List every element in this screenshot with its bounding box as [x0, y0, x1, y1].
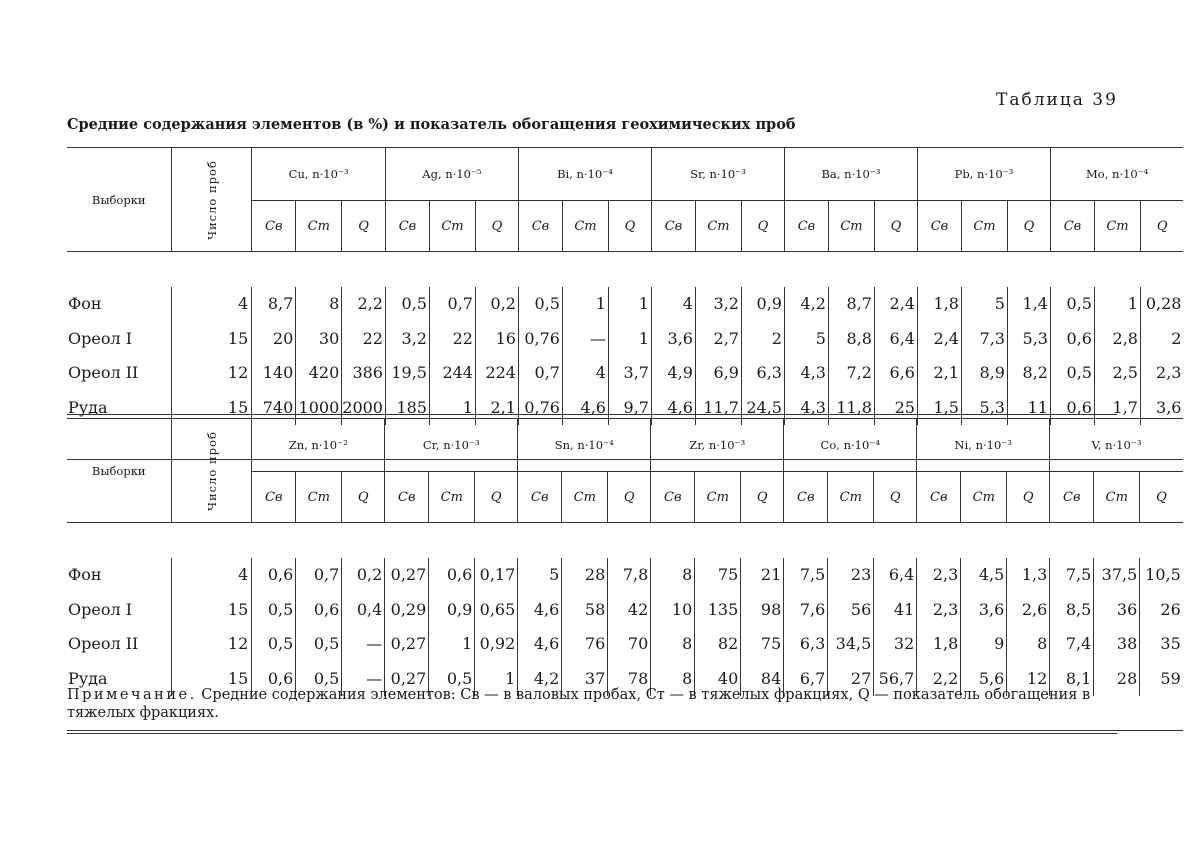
sub-header: Cт [296, 201, 342, 252]
table-cell: 4,3 [784, 356, 828, 391]
table-cell: 82 [695, 627, 741, 662]
table-cell: 8,8 [828, 321, 874, 356]
table-cell: 7,2 [828, 356, 874, 391]
table-cell: 0,7 [296, 558, 342, 593]
table-cell: 2,3 [1140, 356, 1183, 391]
table-cell: 0,7 [518, 356, 562, 391]
sub-header: Q [1140, 201, 1183, 252]
table-cell: 9 [961, 627, 1007, 662]
table-cell: 24,5 [741, 390, 784, 425]
table-cell: 42 [608, 592, 651, 627]
table-cell: 1,8 [917, 627, 961, 662]
table-cell: 0,2 [342, 558, 385, 593]
table-cell: 30 [296, 321, 342, 356]
row-count: 4 [171, 287, 252, 322]
table-cell: 5 [961, 287, 1007, 322]
table-cell: 40 [695, 661, 741, 696]
table-note [67, 686, 1127, 722]
table-cell: 4,3 [784, 390, 828, 425]
samples-header: Выборки [67, 419, 171, 523]
table-cell: 8,1 [1050, 661, 1094, 696]
table-cell: 7,8 [608, 558, 651, 593]
count-header-label: Число проб [204, 430, 219, 511]
sub-header: Q [741, 472, 784, 523]
table-cell: 2,1 [917, 356, 961, 391]
table-cell: 6,6 [874, 356, 917, 391]
table-cell: 37,5 [1094, 558, 1140, 593]
table-cell: 224 [475, 356, 518, 391]
table-row [67, 627, 1183, 662]
table-cell: 6,9 [695, 356, 741, 391]
sub-header: Cв [385, 472, 429, 523]
table-cell: 7,3 [961, 321, 1007, 356]
sub-header: Cт [562, 201, 608, 252]
table-cell: 2,6 [1007, 592, 1050, 627]
table-cell: 4,6 [518, 627, 562, 662]
sub-header: Cт [828, 201, 874, 252]
table-cell: 135 [695, 592, 741, 627]
table-cell: 4,6 [518, 592, 562, 627]
table-cell: 4,2 [518, 661, 562, 696]
table-cell: 6,7 [784, 661, 828, 696]
table-cell: 6,4 [874, 321, 917, 356]
sub-header: Cт [961, 201, 1007, 252]
table-cell: 4,2 [784, 287, 828, 322]
sub-header: Cт [695, 472, 741, 523]
table-cell: 22 [342, 321, 386, 356]
table-2 [67, 418, 1183, 731]
table-cell: 8,7 [267, 294, 294, 314]
table-caption: Средние содержания элементов (в %) и показатель обогащения геохимических проб [67, 116, 796, 133]
sub-header: Q [342, 472, 385, 523]
table-cell: 2,1 [475, 390, 518, 425]
sub-header: Q [1140, 472, 1183, 523]
element-group-header: Pb, n·10⁻³ [917, 148, 1050, 201]
table-cell: 9,7 [608, 390, 651, 425]
table-cell: 10 [651, 592, 695, 627]
table-cell: 7,4 [1050, 627, 1094, 662]
table-cell: 1 [608, 287, 651, 322]
sub-header: Cт [429, 201, 475, 252]
table-cell: 20 [272, 328, 294, 348]
table-cell: 4,6 [651, 390, 695, 425]
table-cell: 98 [741, 592, 784, 627]
table-cell: 1,7 [1094, 390, 1140, 425]
table-cell: 28 [1094, 661, 1140, 696]
element-group-header: Mo, n·10⁻⁴ [1050, 148, 1183, 201]
element-group-header: Sr, n·10⁻³ [651, 148, 784, 201]
row-name: Руда [68, 668, 108, 688]
table-cell: 22 [429, 321, 475, 356]
table-cell: 3,7 [608, 356, 651, 391]
table-cell: 0,5 [296, 627, 342, 662]
sub-header: Cв [252, 472, 296, 523]
table-cell: 75 [695, 558, 741, 593]
table-cell: 7,5 [784, 558, 828, 593]
element-group-header: Ba, n·10⁻³ [784, 148, 917, 201]
table-cell: 4 [562, 356, 608, 391]
table-cell: 1 [1094, 287, 1140, 322]
table-cell: 8,5 [1050, 592, 1094, 627]
table-row [67, 287, 1183, 322]
sub-header: Cв [252, 201, 296, 252]
table-cell: 5 [518, 558, 562, 593]
bottom-rule [67, 733, 1117, 734]
row-name: Ореол II [68, 634, 139, 654]
table-cell: 1 [429, 627, 475, 662]
table-cell: 4,9 [651, 356, 695, 391]
row-name: Ореол II [68, 363, 139, 383]
element-group-header: Sn, n·10⁻⁴ [518, 419, 651, 472]
table-cell: 2,4 [874, 287, 917, 322]
table-cell: 8 [651, 627, 695, 662]
table-cell: 0,92 [475, 627, 518, 662]
element-group-header: Co, n·10⁻⁴ [784, 419, 917, 472]
sub-header: Q [608, 472, 651, 523]
table-cell: — [342, 661, 385, 696]
table-cell: 0,29 [385, 592, 429, 627]
table-cell: 28 [562, 558, 608, 593]
row-count: 12 [171, 627, 252, 662]
table-cell: 5 [784, 321, 828, 356]
count-header [171, 148, 252, 252]
table-cell: 75 [741, 627, 784, 662]
table-cell: 2 [1140, 321, 1183, 356]
row-count: 4 [171, 558, 252, 593]
sub-header: Cт [695, 201, 741, 252]
table-cell: 8,2 [1007, 356, 1050, 391]
sub-header: Q [475, 201, 518, 252]
row-count: 12 [171, 356, 252, 391]
table-cell: 0,6 [1050, 390, 1094, 425]
table-cell: 3,6 [651, 321, 695, 356]
table-cell: 11,7 [695, 390, 741, 425]
table-row [67, 321, 1183, 356]
table-cell: 0,76 [518, 390, 562, 425]
table-cell: 2,3 [917, 592, 961, 627]
note-text: Средние содержания элементов: Cв — в валовых пробах, Cт — в тяжелых фракциях, Q — показатель обогащения в тяжелых фракциях. [67, 687, 1091, 721]
table-cell: 244 [429, 356, 475, 391]
table-cell: 21 [741, 558, 784, 593]
sub-header: Q [1007, 201, 1050, 252]
table-cell: 11 [1007, 390, 1050, 425]
table-cell: 58 [562, 592, 608, 627]
table-cell: 0,76 [518, 321, 562, 356]
table-cell: 1,3 [1007, 558, 1050, 593]
table-cell: 78 [608, 661, 651, 696]
sub-header: Cт [429, 472, 475, 523]
samples-header: Выборки [67, 148, 171, 252]
table-cell: 35 [1140, 627, 1183, 662]
element-group-header: Zr, n·10⁻³ [651, 419, 784, 472]
table-cell: 11,8 [828, 390, 874, 425]
sub-header: Q [874, 201, 917, 252]
sub-header: Cт [1094, 472, 1140, 523]
table-cell: 2,8 [1094, 321, 1140, 356]
row-count: 15 [171, 661, 252, 696]
table-cell: 0,9 [429, 592, 475, 627]
table-row [67, 558, 1183, 593]
table-cell: 0,6 [429, 558, 475, 593]
element-group-header: Ag, n·10⁻⁵ [385, 148, 518, 201]
count-header [171, 419, 252, 523]
table-cell: 8,7 [828, 287, 874, 322]
table-cell: 0,5 [429, 661, 475, 696]
row-count: 15 [171, 390, 252, 425]
table-cell: 140 [262, 363, 294, 383]
table-cell: 0,5 [1050, 287, 1094, 322]
table-cell: 420 [296, 356, 342, 391]
row-count: 15 [171, 321, 252, 356]
sub-header: Cв [651, 472, 695, 523]
sub-header: Cв [784, 472, 828, 523]
table-cell: 12 [1007, 661, 1050, 696]
table-cell: 0,4 [342, 592, 385, 627]
sub-header: Cв [917, 472, 961, 523]
table-cell: 7,6 [784, 592, 828, 627]
table-cell: 23 [828, 558, 874, 593]
table-cell: 3,6 [961, 592, 1007, 627]
table-cell: 0,28 [1140, 287, 1183, 322]
table-cell: 1 [562, 287, 608, 322]
table-cell: 0,7 [429, 287, 475, 322]
sub-header: Cв [518, 472, 562, 523]
table-cell: 0,6 [267, 565, 294, 585]
row-name: Руда [68, 397, 108, 417]
sub-header: Cв [385, 201, 429, 252]
table-cell: 0,27 [385, 661, 429, 696]
table-cell: 70 [608, 627, 651, 662]
table-cell: 740 [262, 397, 294, 417]
table-divider [67, 414, 1117, 415]
table-cell: 8,9 [961, 356, 1007, 391]
table-cell: 8 [651, 661, 695, 696]
sub-header: Q [874, 472, 917, 523]
row-name: Ореол I [68, 328, 133, 348]
sub-header: Cт [828, 472, 874, 523]
table-cell: 4,6 [562, 390, 608, 425]
table-cell: 386 [342, 356, 386, 391]
table-cell: 8 [296, 287, 342, 322]
table-cell: 1,8 [917, 287, 961, 322]
table-cell: 1,5 [917, 390, 961, 425]
table-cell: 3,2 [695, 287, 741, 322]
sub-header: Cв [917, 201, 961, 252]
table-cell: 185 [385, 390, 429, 425]
table-cell: 2 [741, 321, 784, 356]
note-lead: Примечание. [67, 687, 197, 703]
table-cell: 0,5 [518, 287, 562, 322]
element-group-header: Zn, n·10⁻² [252, 419, 385, 472]
row-name: Ореол I [68, 599, 133, 619]
table-cell: 0,17 [475, 558, 518, 593]
table-cell: 1,4 [1007, 287, 1050, 322]
table-cell: 6,3 [741, 356, 784, 391]
table-cell: 4 [651, 287, 695, 322]
sub-header: Cв [651, 201, 695, 252]
table-cell: 41 [874, 592, 917, 627]
table-cell: 2,2 [342, 287, 386, 322]
table-cell: — [342, 627, 385, 662]
table-cell: 56 [828, 592, 874, 627]
table-cell: 2000 [342, 390, 386, 425]
table-cell: 1 [429, 390, 475, 425]
table-cell: 0,6 [267, 668, 294, 688]
table-cell: 25 [874, 390, 917, 425]
table-cell: 2,4 [917, 321, 961, 356]
table-cell: 8 [1007, 627, 1050, 662]
table-cell: 8 [651, 558, 695, 593]
element-group-header: Bi, n·10⁻⁴ [518, 148, 651, 201]
table-number-label: Таблица 39 [996, 90, 1118, 110]
sub-header: Cт [961, 472, 1007, 523]
table-cell: 3,2 [385, 321, 429, 356]
table-cell: 26 [1140, 592, 1183, 627]
table-cell: 0,65 [475, 592, 518, 627]
table-cell: 36 [1094, 592, 1140, 627]
table-cell: — [562, 321, 608, 356]
row-name: Фон [68, 294, 102, 314]
table-cell: 10,5 [1140, 558, 1183, 593]
sub-header: Cв [1050, 201, 1094, 252]
table-cell: 0,2 [475, 287, 518, 322]
table-cell: 16 [475, 321, 518, 356]
sub-header: Cт [296, 472, 342, 523]
table-cell: 5,3 [961, 390, 1007, 425]
table-cell: 0,5 [267, 599, 294, 619]
element-group-header: Cr, n·10⁻³ [385, 419, 518, 472]
table-cell: 84 [741, 661, 784, 696]
table-cell: 76 [562, 627, 608, 662]
sub-header: Cт [1094, 201, 1140, 252]
table-cell: 0,5 [267, 634, 294, 654]
table-cell: 0,5 [296, 661, 342, 696]
table-cell: 32 [874, 627, 917, 662]
table-cell: 7,5 [1050, 558, 1094, 593]
table-cell: 6,3 [784, 627, 828, 662]
count-header-label: Число проб [204, 159, 219, 240]
table-cell: 6,4 [874, 558, 917, 593]
table-cell: 0,5 [385, 287, 429, 322]
table-cell: 5,3 [1007, 321, 1050, 356]
table-row [67, 356, 1183, 391]
row-name: Фон [68, 565, 102, 585]
table-cell: 1 [608, 321, 651, 356]
table-cell: 2,3 [917, 558, 961, 593]
table-cell: 0,5 [1050, 356, 1094, 391]
table-cell: 5,6 [961, 661, 1007, 696]
sub-header: Q [608, 201, 651, 252]
table-cell: 1 [475, 661, 518, 696]
sub-header: Cт [562, 472, 608, 523]
sub-header: Q [342, 201, 386, 252]
table-cell: 3,6 [1140, 390, 1183, 425]
element-group-header: Cu, n·10⁻³ [252, 148, 386, 201]
table-cell: 0,27 [385, 558, 429, 593]
table-cell: 2,7 [695, 321, 741, 356]
table-cell: 0,27 [385, 627, 429, 662]
table-cell: 56,7 [874, 661, 917, 696]
table-cell: 2,5 [1094, 356, 1140, 391]
element-group-header: V, n·10⁻³ [1050, 419, 1183, 472]
table-cell: 2,2 [917, 661, 961, 696]
table-cell: 37 [562, 661, 608, 696]
sub-header: Q [741, 201, 784, 252]
table-cell: 19,5 [385, 356, 429, 391]
table-cell: 34,5 [828, 627, 874, 662]
table-cell: 38 [1094, 627, 1140, 662]
sub-header: Q [1007, 472, 1050, 523]
table-cell: 59 [1140, 661, 1183, 696]
table-cell: 0,9 [741, 287, 784, 322]
element-group-header: Ni, n·10⁻³ [917, 419, 1050, 472]
sub-header: Q [475, 472, 518, 523]
sub-header: Cв [784, 201, 828, 252]
table-cell: 1000 [296, 390, 342, 425]
table-cell: 4,5 [961, 558, 1007, 593]
table-cell: 0,6 [296, 592, 342, 627]
table-row [67, 592, 1183, 627]
table-cell: 27 [828, 661, 874, 696]
sub-header: Cв [1050, 472, 1094, 523]
table-cell: 0,6 [1050, 321, 1094, 356]
row-count: 15 [171, 592, 252, 627]
sub-header: Cв [518, 201, 562, 252]
